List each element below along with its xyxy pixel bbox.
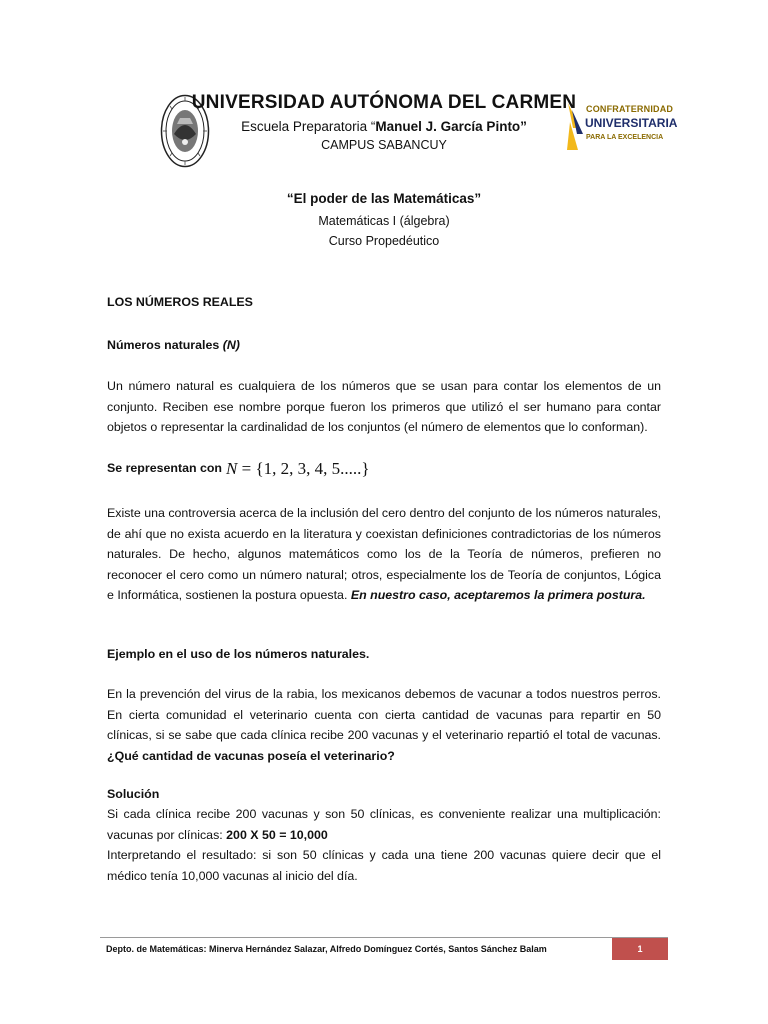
section-subheading	[107, 335, 661, 356]
university-name: UNIVERSIDAD AUTÓNOMA DEL CARMEN	[191, 92, 577, 113]
school-name	[0, 119, 768, 134]
logo-line2: UNIVERSITARIA	[585, 116, 678, 130]
logo-line3: PARA LA EXCELENCIA	[586, 134, 664, 141]
campus-name: CAMPUS SABANCUY	[321, 138, 447, 152]
school-prefix: Escuela Preparatoria “	[241, 119, 376, 134]
course-name: Curso Propedéutico	[328, 234, 440, 248]
paragraph-interpretation: Interpretando el resultado: si son 50 clínicas y cada una tiene 200 vacunas quiere decir que el médico tenía 10,000 vacunas al inicio del día.	[107, 848, 661, 883]
paragraph-solution	[107, 804, 661, 845]
formula-line	[107, 458, 661, 480]
solution-text: Si cada clínica recibe 200 vacunas y son 50 clínicas, es conveniente realizar una multiplicación: vacunas por clínicas:	[107, 807, 661, 842]
problem-text: En la prevención del virus de la rabia, los mexicanos debemos de vacunar a todos nuestros perros. En cierta comunidad el veterinario cuenta con cierta cantidad de vacunas para repartir en 50 clínicas, si se sabe que cada clínica recibe 200 vacunas y el veterinario repartió el total de vacunas.	[107, 687, 661, 742]
solution-heading: Solución	[107, 787, 160, 801]
natural-set-formula	[226, 459, 370, 478]
subject-name: Matemáticas I (álgebra)	[318, 214, 450, 228]
represent-label: Se representan con	[107, 461, 223, 475]
school-title: Manuel J. García Pinto”	[375, 119, 527, 134]
formula-variable: N	[226, 459, 238, 478]
subheading-text: Números naturales	[107, 338, 220, 352]
formula-set: = {1, 2, 3, 4, 5.....}	[241, 459, 370, 478]
solution-operation: 200 X 50 = 10,000	[226, 827, 328, 842]
paragraph-definition: Un número natural es cualquiera de los números que se usan para contar los elementos de un conjunto. Reciben ese nombre porque fueron los primeros que utilizó el ser humano para contar objetos o representar la cardinalidad de los conjuntos (el número de elementos que lo conforman).	[107, 379, 661, 434]
problem-question: ¿Qué cantidad de vacunas poseía el veterinario?	[107, 748, 395, 763]
controversy-emphasis: En nuestro caso, aceptaremos la primera postura.	[350, 588, 646, 602]
document-title: “El poder de las Matemáticas”	[286, 191, 482, 206]
section-heading: LOS NÚMEROS REALES	[107, 295, 253, 309]
example-heading: Ejemplo en el uso de los números naturales.	[107, 647, 370, 661]
subheading-symbol: (N)	[222, 338, 240, 352]
paragraph-problem	[107, 684, 661, 766]
controversy-text: Existe una controversia acerca de la inclusión del cero dentro del conjunto de los números naturales, de ahí que no exista acuerdo en la literatura y coexistan definiciones contradictorias de los números naturales. De hecho, algunos matemáticos como los de la Teoría de números, prefieren no reconocer el cero como un número natural; otros, especialmente los de Teoría de conjuntos, Lógica e Informática, sostienen la postura opuesta.	[107, 506, 661, 602]
paragraph-controversy	[107, 503, 661, 606]
footer-divider	[100, 937, 668, 938]
footer-authors: Depto. de Matemáticas: Minerva Hernández Salazar, Alfredo Domínguez Cortés, Santos Sánchez Balam	[106, 944, 547, 954]
page-number: 1	[612, 938, 668, 960]
logo-line1: CONFRATERNIDAD	[586, 104, 674, 114]
